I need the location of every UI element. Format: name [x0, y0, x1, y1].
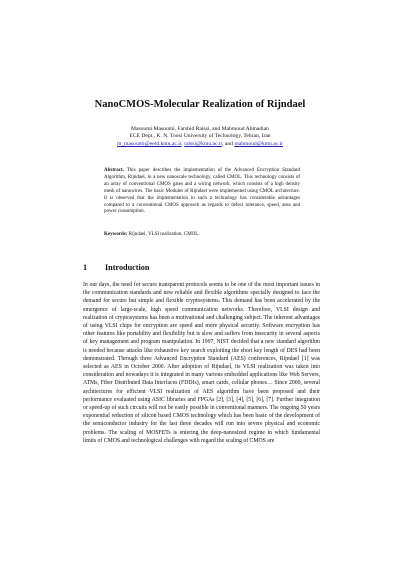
- abstract-text: This paper describes the implementation of the Advanced Encryption Standard Algorithm, Rijndael, in a new nanoscale technology, called CMOL. This technology consists of an array of conventional CMOS gates and a wiring network, which consists of a high density mesh of nanowires. The basic Modules of Rijndael were implemented using CMOL architecture. It is observed that the implementation in such a technology has considerable advantages compared to a conventional CMOS approach as regards to defect tolerance, speed, area and power consumption.: [104, 168, 300, 215]
- section-title: Introduction: [105, 263, 150, 272]
- keywords: [104, 232, 300, 239]
- author-block: [0, 126, 400, 148]
- intro-paragraph: In our days, the need for secure transparent protocols seems to be one of the most important issues in the communication standards and new reliable and flexible algorithms specially designed to face the demand for secure but simple and flexible cryptosystems. This demand has been accelerated by the emergence of large-scale, high speed communication networks. Therefore, VLSI design and realization of cryptosystems has been a motivational and challenging subject. The inherent advantages of using VLSI chips for encryption are speed and more physical security. Software encryption has other features like portability and flexibility but is slow and suffers from insecurity in several aspects of key management and program manipulation. In 1997, NIST decided that a new standard algorithm is needed because attacks like exhaustive key search exploiting the short key length of DES had been demonstrated. Through three Advanced Encryption Standard (AES) conferences, Rijndael [1] was selected as AES in October 2000. After adoption of Rijndael, its VLSI realization was taken into consideration and nowadays it is integrated in many various embedded applications like Web Servers, ATMs, Fiber Distributed Data Interfaces (FDDIs), smart cards, cellular phones… Since 2000, several architectures for efficient VLSI realization of AES algorithm have been proposed and their performance evaluated using ASIC libraries and FPGAs [2], [3], [4], [5], [6], [7]. Further integration or speed-up of such circuits will not be easily possible in conventional manners. The ongoing 50 years exponential reduction of silicon based CMOS technology which has been basic of the development of the semiconductor industry for the last three decades will run into severe physical and economic problems. The scaling of MOSFETs is entering the deep-nanosized regime in which fundamental limits of CMOS and technological challenges with regard the scaling of CMOS are: [83, 282, 320, 444]
- affiliation: ECE Dept., K. N. Toosi University of Technology, Tehran, Iran: [129, 133, 271, 140]
- section-heading: [83, 263, 149, 272]
- keywords-label: Keywords:: [104, 232, 128, 237]
- paper-title: NanoCMOS-Molecular Realization of Rijndael: [94, 99, 306, 110]
- abstract: [104, 168, 300, 216]
- email-link[interactable]: m_masoumi@eetd.kntu.ac.ir: [116, 140, 182, 147]
- email-link[interactable]: raissi@kntu.ac.ir: [184, 140, 223, 147]
- email-separator: , and: [222, 140, 235, 147]
- email-line: [0, 141, 400, 148]
- section-number: 1: [83, 263, 88, 272]
- author-names: Masoumi Masoumi, Farshid Raissi, and Mahmoud Ahmadian: [131, 126, 269, 132]
- email-link[interactable]: mahmoud@kntu.ac.ir: [234, 140, 284, 147]
- abstract-label: Abstract.: [104, 168, 124, 173]
- keywords-text: Rijndael, VLSI realization, CMOL.: [127, 232, 200, 237]
- email-separator: ,: [181, 140, 185, 147]
